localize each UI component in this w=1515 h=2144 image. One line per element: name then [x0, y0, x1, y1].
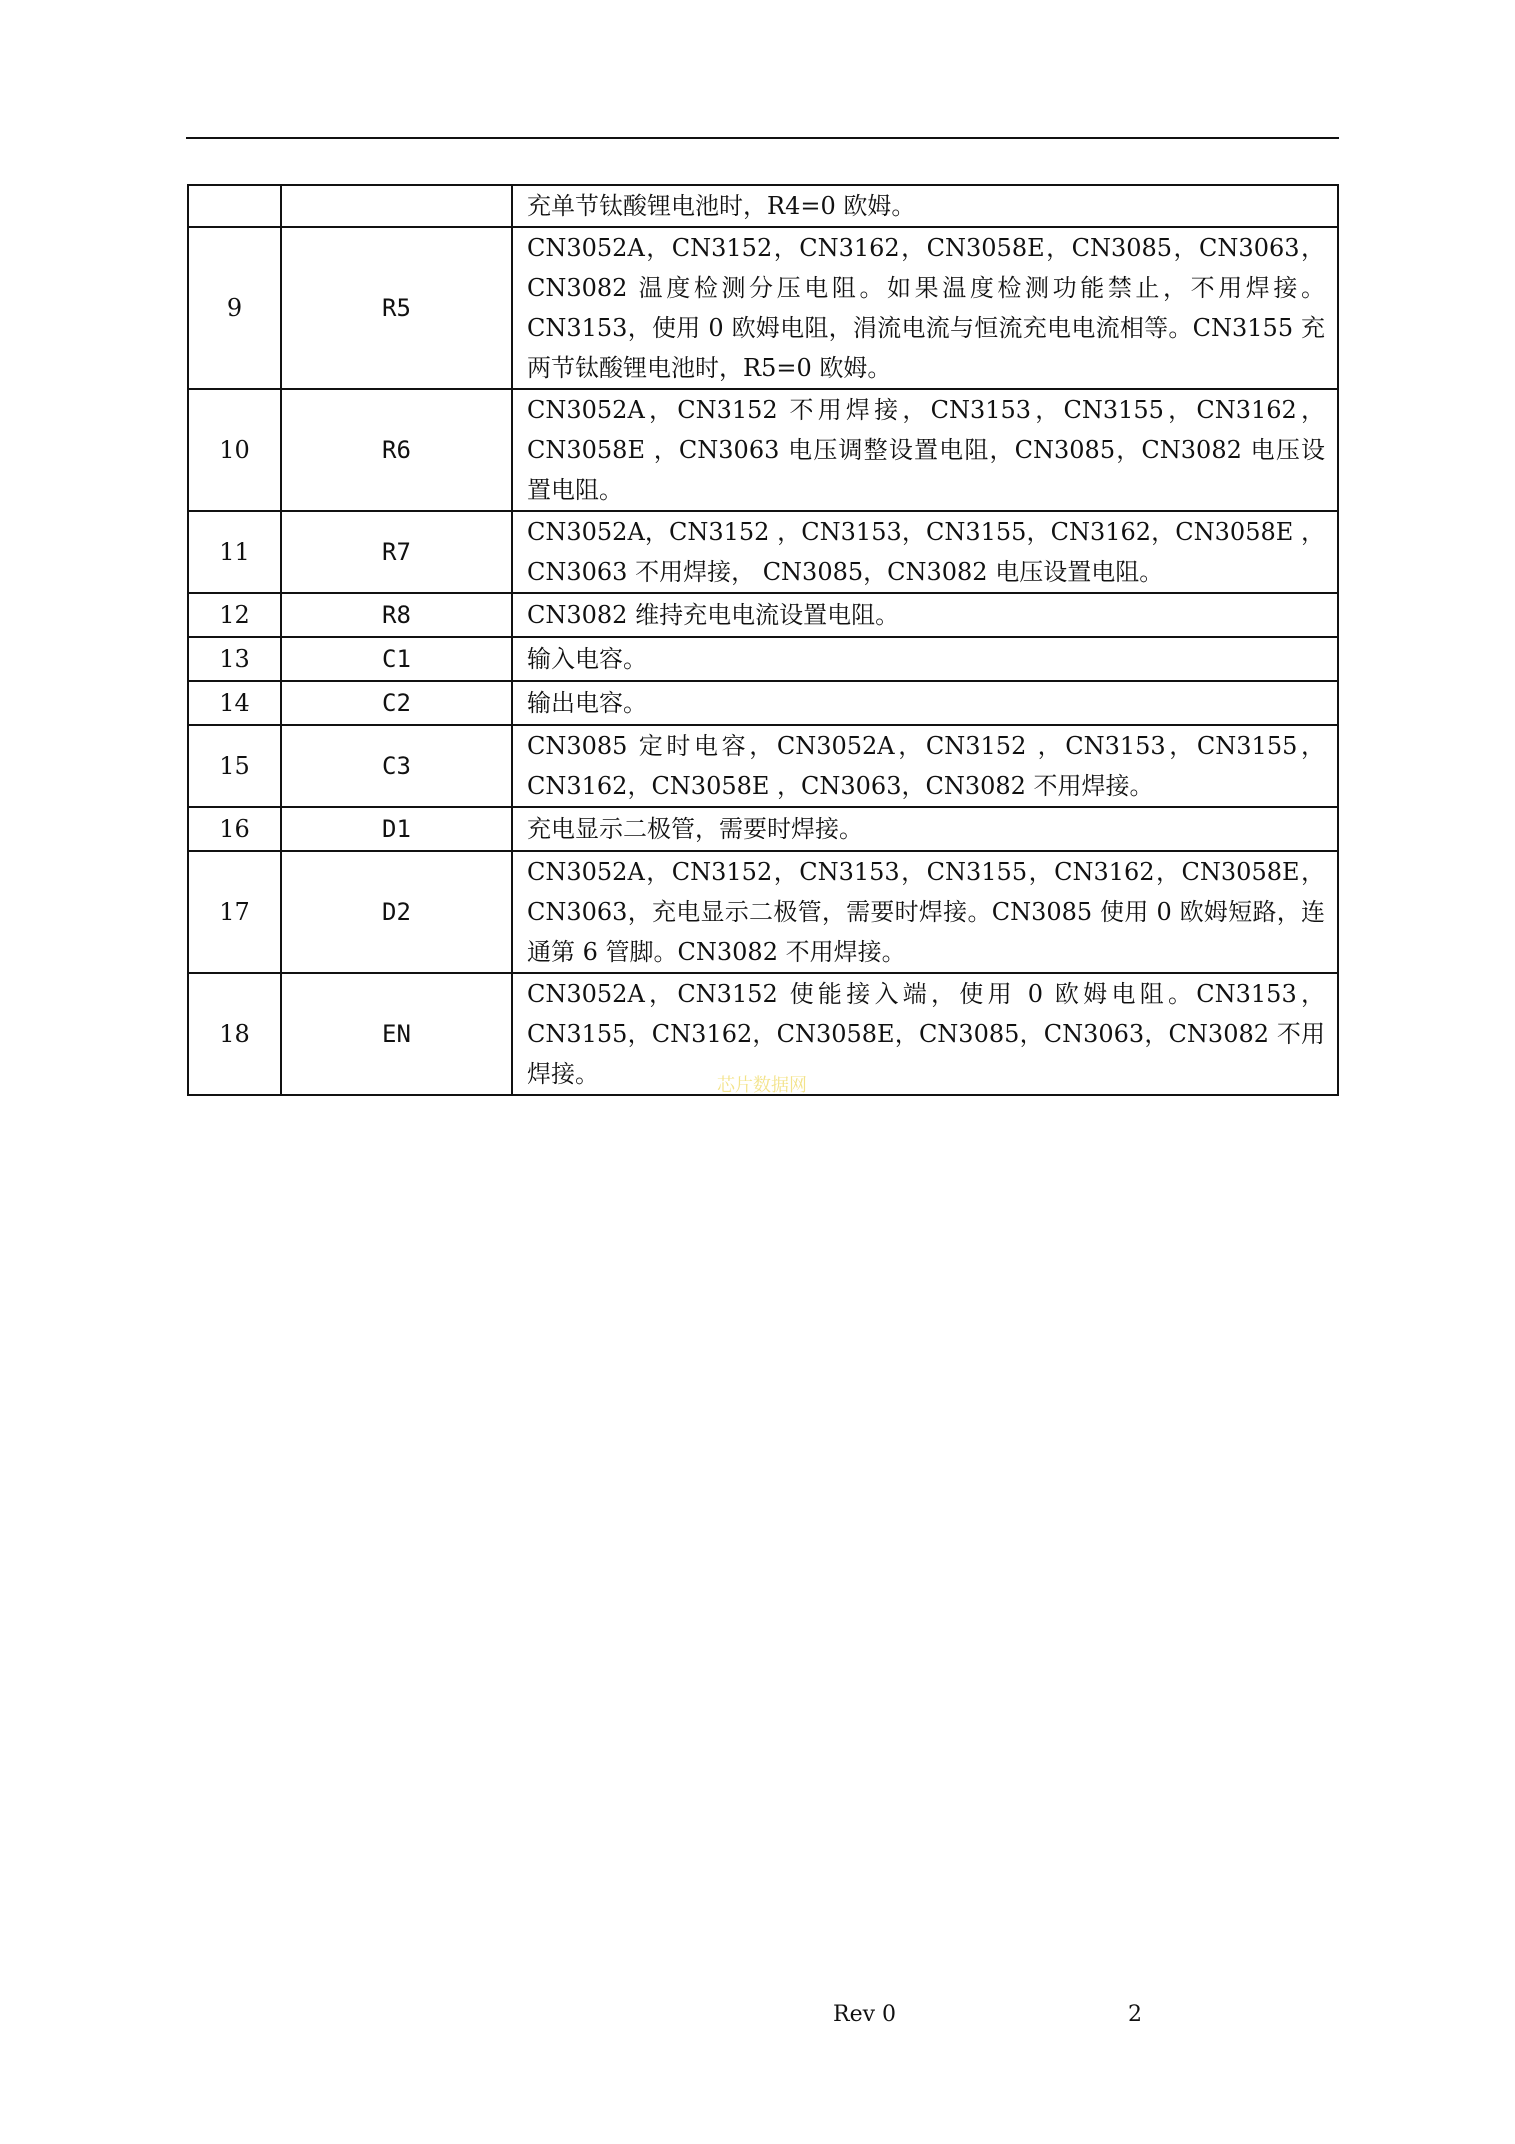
table-row — [188, 681, 1338, 725]
component-ref: C1 — [281, 637, 512, 681]
row-number: 15 — [188, 725, 281, 807]
row-number: 9 — [188, 227, 281, 389]
component-description: CN3052A，CN3152，CN3153，CN3155，CN3162，CN3058E，CN3063，充电显示二极管，需要时焊接。CN3085 使用 0 欧姆短路，连通第 6 管脚。CN3082 不用焊接。 — [512, 851, 1338, 973]
component-description: CN3085 定时电容，CN3052A，CN3152 ，CN3153，CN3155，CN3162，CN3058E ，CN3063，CN3082 不用焊接。 — [512, 725, 1338, 807]
row-number: 10 — [188, 389, 281, 511]
watermark: 芯片数据网 — [717, 1075, 807, 1096]
component-description: 充电显示二极管，需要时焊接。 — [512, 807, 1338, 851]
component-ref: D1 — [281, 807, 512, 851]
component-ref: C2 — [281, 681, 512, 725]
row-number: 17 — [188, 851, 281, 973]
component-description: CN3052A，CN3152 ，CN3153，CN3155，CN3162，CN3058E ，CN3063 不用焊接， CN3085，CN3082 电压设置电阻。 — [512, 511, 1338, 593]
component-description: CN3082 维持充电电流设置电阻。 — [512, 593, 1338, 637]
row-number: 11 — [188, 511, 281, 593]
component-description: CN3052A，CN3152 不用焊接，CN3153，CN3155，CN3162，CN3058E ，CN3063 电压调整设置电阻，CN3085，CN3082 电压设置电阻。 — [512, 389, 1338, 511]
component-ref: R8 — [281, 593, 512, 637]
row-number: 14 — [188, 681, 281, 725]
table-row — [188, 851, 1338, 973]
component-ref: R5 — [281, 227, 512, 389]
footer-page-number: 2 — [1128, 2002, 1142, 2027]
table-row — [188, 185, 1338, 227]
parts-table — [187, 184, 1339, 1096]
component-description: CN3052A，CN3152 使能接入端，使用 0 欧姆电阻。CN3153，CN3155，CN3162，CN3058E，CN3085，CN3063，CN3082 不用焊接。 — [512, 973, 1338, 1095]
row-number: 16 — [188, 807, 281, 851]
component-ref: EN — [281, 973, 512, 1095]
footer-revision: Rev 0 — [833, 2002, 897, 2027]
component-description: 输出电容。 — [512, 681, 1338, 725]
header-rule — [186, 137, 1339, 139]
table-row — [188, 593, 1338, 637]
component-description: CN3052A，CN3152，CN3162，CN3058E，CN3085，CN3063，CN3082 温度检测分压电阻。如果温度检测功能禁止，不用焊接。CN3153，使用 0 欧姆电阻，涓流电流与恒流充电电流相等。CN3155 充两节钛酸锂电池时，R5=0 欧姆。 — [512, 227, 1338, 389]
component-ref: C3 — [281, 725, 512, 807]
table-row — [188, 389, 1338, 511]
row-number — [188, 185, 281, 227]
table-row — [188, 725, 1338, 807]
component-ref: R7 — [281, 511, 512, 593]
table-row — [188, 637, 1338, 681]
row-number: 13 — [188, 637, 281, 681]
component-ref: D2 — [281, 851, 512, 973]
table-row — [188, 807, 1338, 851]
table-row — [188, 511, 1338, 593]
row-number: 18 — [188, 973, 281, 1095]
component-description: 输入电容。 — [512, 637, 1338, 681]
row-number: 12 — [188, 593, 281, 637]
component-description: 充单节钛酸锂电池时，R4=0 欧姆。 — [512, 185, 1338, 227]
table-row — [188, 227, 1338, 389]
component-ref — [281, 185, 512, 227]
component-ref: R6 — [281, 389, 512, 511]
